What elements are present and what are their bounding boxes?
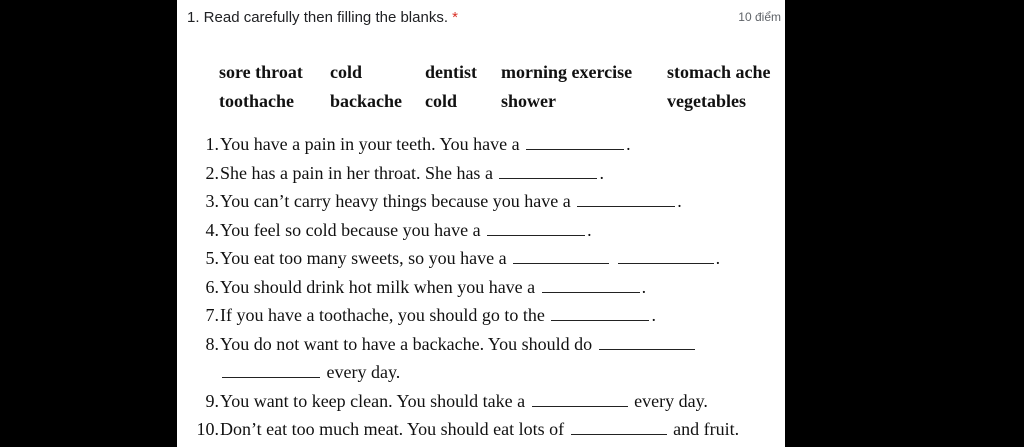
list-item xyxy=(191,132,631,161)
list-item xyxy=(191,161,604,190)
word-bank-word: vegetables xyxy=(667,91,746,111)
item-suffix: . xyxy=(641,276,647,297)
item-suffix: . xyxy=(587,219,592,240)
answer-blank xyxy=(542,276,640,293)
item-text: You should drink hot milk when you have a xyxy=(220,276,536,297)
points-label: 10 điểm xyxy=(738,10,781,24)
answer-blank xyxy=(551,304,649,321)
word-bank-word: sore throat xyxy=(219,62,303,82)
item-text: You eat too many sweets, so you have a xyxy=(220,248,507,268)
answer-blank xyxy=(222,361,320,378)
word-bank-word: toothache xyxy=(219,91,294,111)
answer-blank xyxy=(526,133,624,150)
list-item xyxy=(191,189,682,218)
item-suffix: . xyxy=(626,134,631,154)
item-text: If you have a toothache, you should go to the xyxy=(220,305,545,325)
list-item xyxy=(191,389,708,418)
list-item xyxy=(191,332,593,361)
question-title xyxy=(187,9,458,26)
word-bank-word: cold xyxy=(425,91,458,111)
item-suffix: and fruit. xyxy=(673,419,740,439)
answer-blank xyxy=(599,333,695,350)
answer-blank xyxy=(487,219,585,236)
question-card xyxy=(177,0,785,447)
item-number: 7. xyxy=(205,305,219,325)
list-item xyxy=(191,246,721,275)
word-bank-word: dentist xyxy=(425,62,478,82)
item-number: 3. xyxy=(205,191,219,211)
item-number: 8. xyxy=(205,333,219,354)
item-suffix: . xyxy=(599,162,604,183)
item-number: 1. xyxy=(205,134,219,154)
item-suffix: every day. xyxy=(326,362,401,382)
word-bank-word: cold xyxy=(330,62,363,82)
required-asterisk: * xyxy=(452,9,458,26)
item-number: 5. xyxy=(205,248,219,268)
list-item xyxy=(191,275,647,304)
answer-blank xyxy=(618,247,714,264)
answer-blank xyxy=(571,418,667,435)
item-suffix: . xyxy=(677,191,682,211)
item-text: Don’t eat too much meat. You should eat lots of xyxy=(220,419,565,439)
item-suffix: every day. xyxy=(634,390,708,411)
word-bank-word: shower xyxy=(501,91,556,111)
answer-blank xyxy=(532,390,628,407)
item-text: You can’t carry heavy things because you have a xyxy=(220,191,571,211)
list-item xyxy=(191,417,740,446)
list-item-continuation xyxy=(191,360,401,389)
list-item xyxy=(191,303,656,332)
item-number: 9. xyxy=(205,390,219,411)
word-bank-word: morning exercise xyxy=(501,62,633,82)
item-text: You want to keep clean. You should take a xyxy=(220,390,526,411)
item-text: She has a pain in her throat. She has a xyxy=(220,162,493,183)
item-suffix: . xyxy=(715,248,721,268)
item-number: 2. xyxy=(205,162,219,183)
answer-blank xyxy=(513,247,609,264)
item-text: You do not want to have a backache. You should do xyxy=(220,333,593,354)
question-title-text: 1. Read carefully then filling the blanks. xyxy=(187,9,448,26)
item-number: 10. xyxy=(196,419,219,439)
question-list xyxy=(191,132,740,446)
item-text: You have a pain in your teeth. You have a xyxy=(220,134,520,154)
word-bank-word: stomach ache xyxy=(667,62,771,82)
word-bank-word: backache xyxy=(330,91,402,111)
item-number: 4. xyxy=(205,219,219,240)
answer-blank xyxy=(499,162,597,179)
item-number: 6. xyxy=(205,276,219,297)
list-item xyxy=(191,218,592,247)
answer-blank xyxy=(577,190,675,207)
item-text: You feel so cold because you have a xyxy=(220,219,481,240)
item-suffix: . xyxy=(651,305,656,325)
